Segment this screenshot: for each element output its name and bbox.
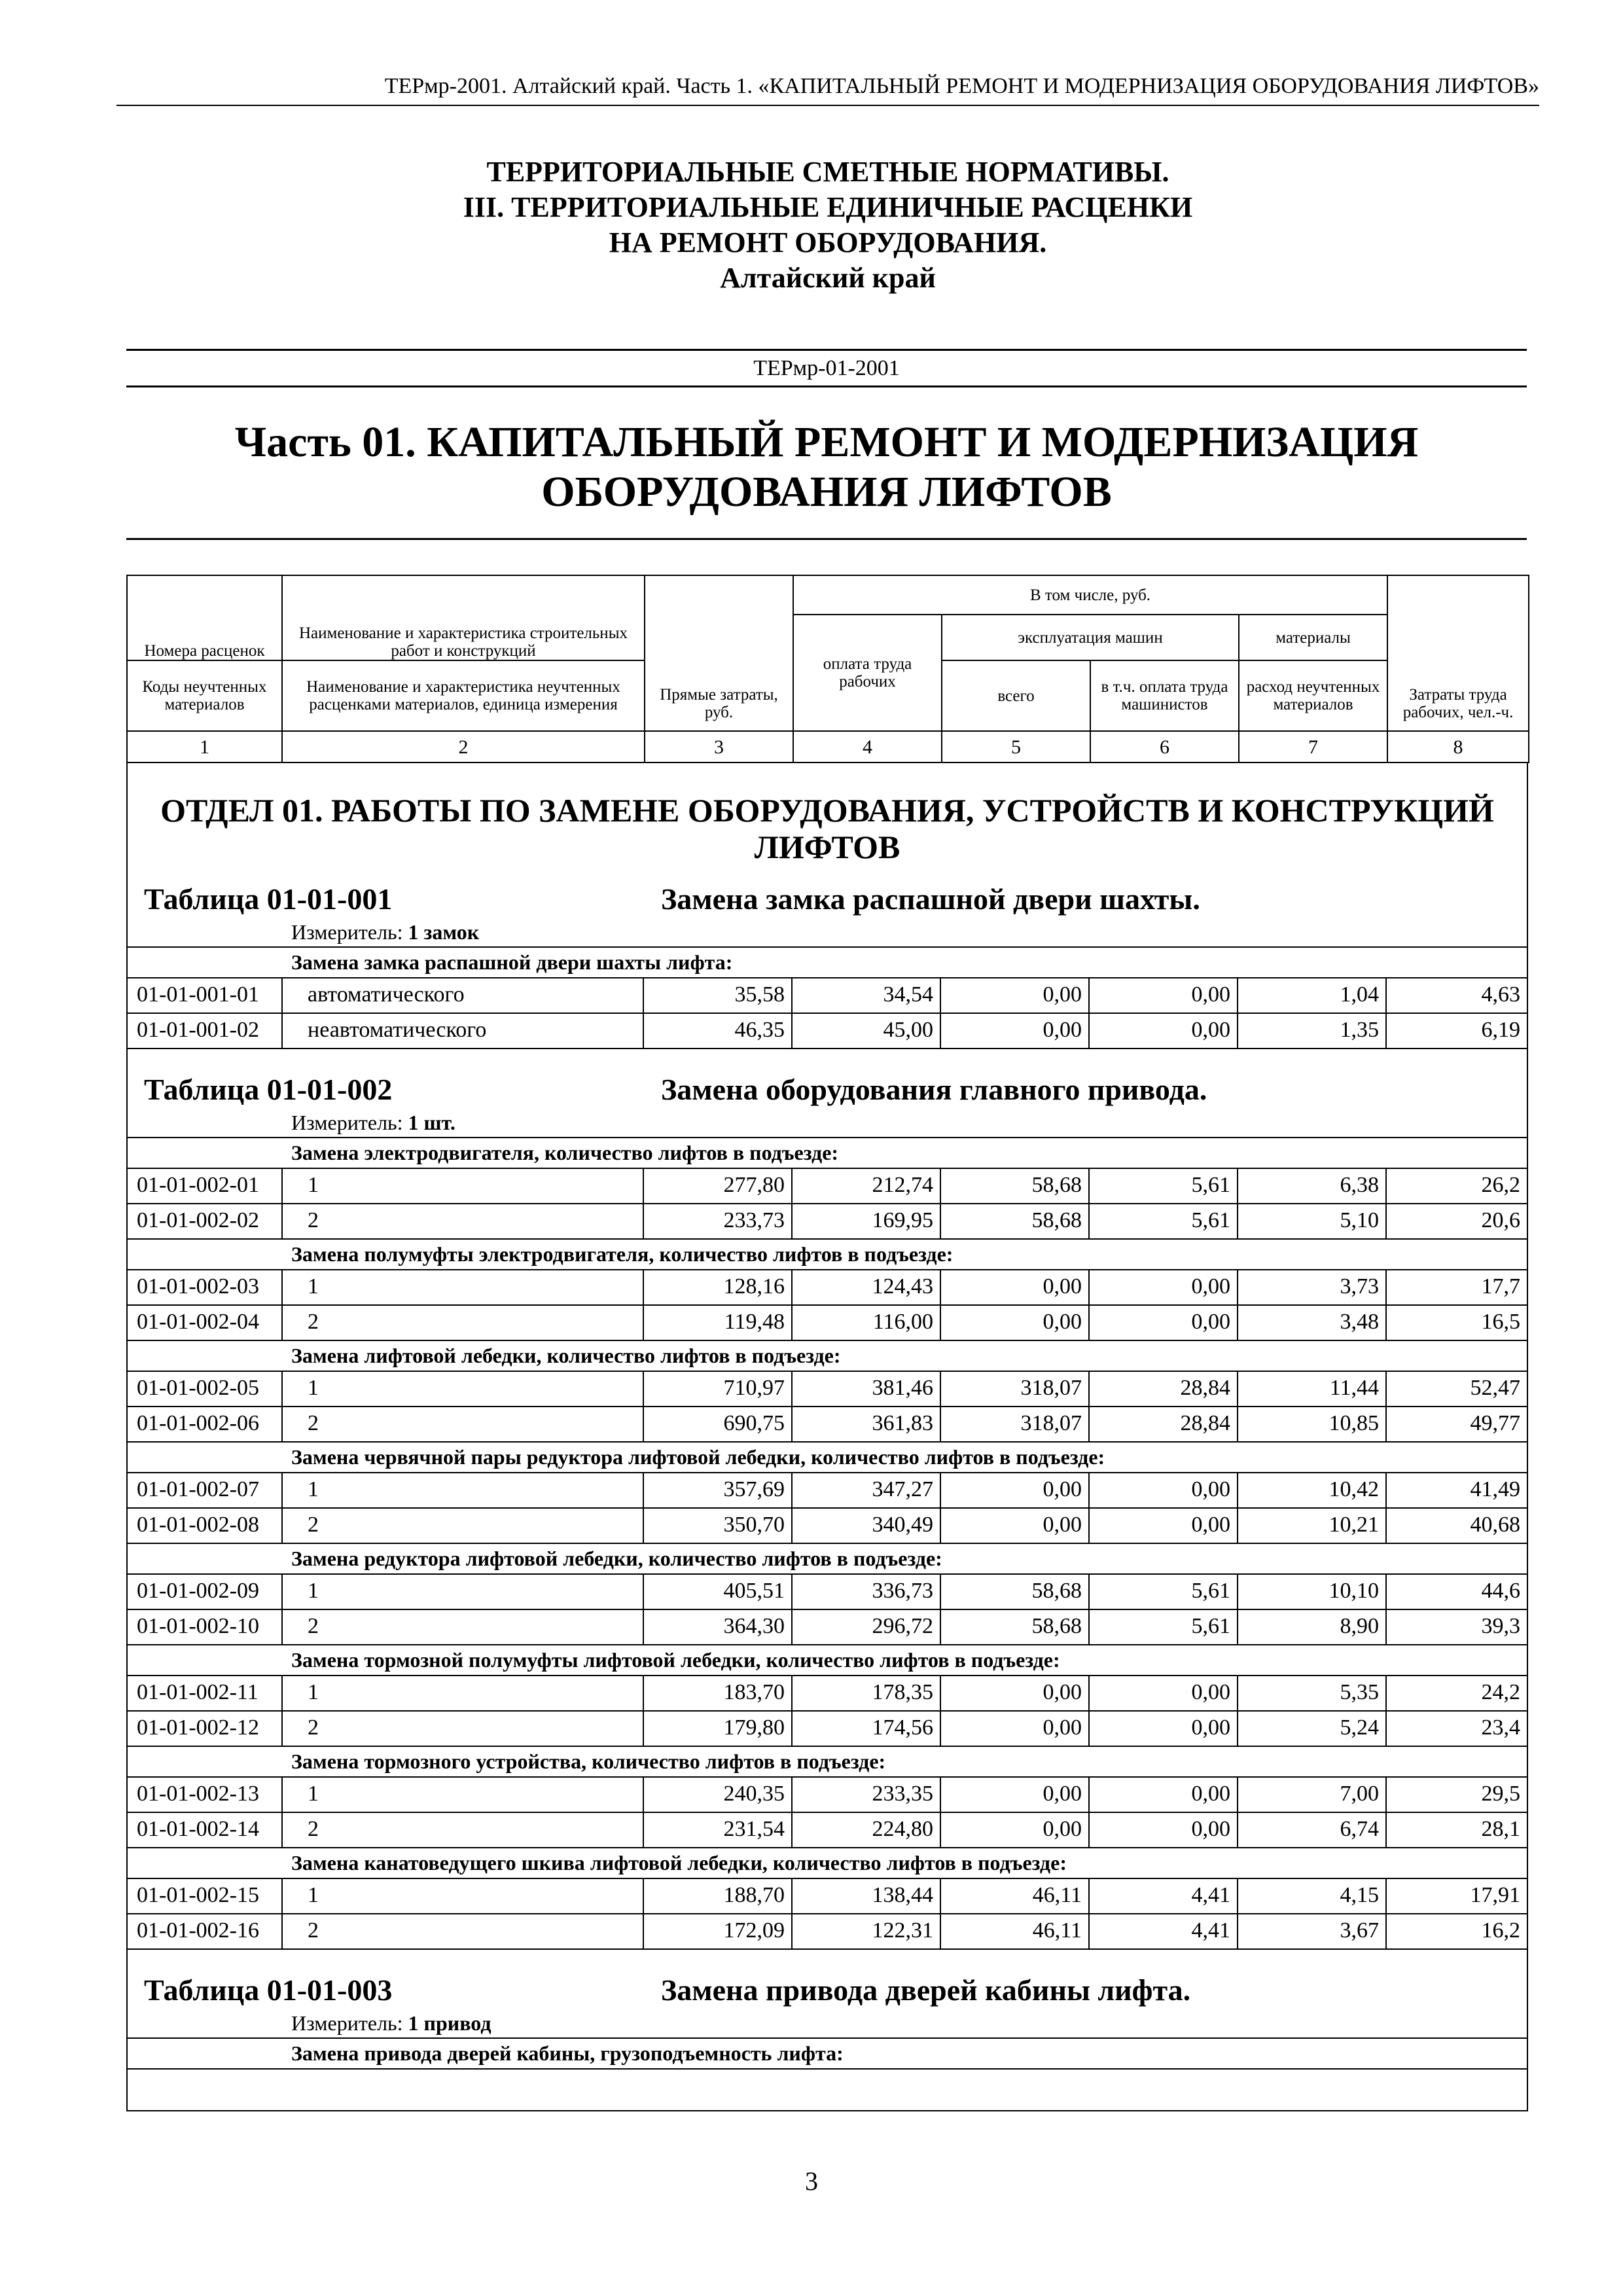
part-title [126,418,1527,517]
row-worker-wages: 169,95 [791,1204,940,1238]
row-code: 01-01-002-08 [137,1513,259,1537]
row-code: 01-01-002-01 [137,1173,259,1197]
row-worker-wages: 45,00 [791,1014,940,1048]
row-materials: 5,35 [1237,1676,1385,1710]
table-row [128,1306,1527,1341]
row-worker-wages: 122,31 [791,1914,940,1948]
rate-table [128,881,1527,1049]
column-number: 3 [645,731,793,762]
group-title: Замена канатоведущего шкива лифтовой лебедки, количество лифтов в подъезде: [128,1848,1527,1879]
row-code: 01-01-001-01 [137,982,259,1007]
measure-value: 1 шт. [408,1111,455,1134]
column-number: 1 [127,731,282,762]
header-material-name: Наименование и характеристика неучтенных расценками материалов, единица измерения [282,660,645,731]
row-code: 01-01-002-15 [137,1883,259,1907]
row-machines-total: 0,00 [940,1676,1088,1710]
table-row [128,1169,1527,1204]
row-labor-costs: 4,63 [1385,978,1527,1013]
table-heading [128,1972,1527,2009]
title-line: Алтайский край [720,262,936,294]
row-labor-costs: 26,2 [1385,1169,1527,1203]
row-machinist-wages: 0,00 [1088,1712,1237,1746]
row-materials: 8,90 [1237,1610,1385,1644]
measure-unit [128,2009,1527,2037]
column-number: 8 [1387,731,1529,762]
row-code: 01-01-002-04 [137,1310,259,1334]
row-worker-wages: 212,74 [791,1169,940,1203]
measure-unit [128,918,1527,946]
table-heading [128,881,1527,918]
row-direct-costs: 350,70 [643,1509,791,1543]
header-rate-numbers: Номера расценок [127,575,282,660]
row-name: 1 [281,1575,643,1609]
header-machine-operation: эксплуатация машин [942,615,1239,660]
row-machinist-wages: 5,61 [1088,1169,1237,1203]
row-labor-costs: 17,91 [1385,1879,1527,1913]
row-code: 01-01-002-11 [137,1680,259,1704]
row-worker-wages: 138,44 [791,1879,940,1913]
header-material-codes: Коды неучтенных материалов [127,660,282,731]
row-machines-total: 58,68 [940,1204,1088,1238]
part-title-line: Часть 01. КАПИТАЛЬНЫЙ РЕМОНТ И МОДЕРНИЗАЦИЯ [234,418,1419,466]
row-name: 2 [281,1204,643,1238]
row-materials: 3,48 [1237,1306,1385,1340]
row-materials: 4,15 [1237,1879,1385,1913]
row-direct-costs: 46,35 [643,1014,791,1048]
header-materials: материалы [1239,615,1387,660]
row-name: 2 [281,1610,643,1644]
header-including: В том числе, руб. [793,575,1387,615]
row-labor-costs: 52,47 [1385,1372,1527,1406]
row-materials: 11,44 [1237,1372,1385,1406]
row-materials: 10,10 [1237,1575,1385,1609]
table-title: Замена привода дверей кабины лифта. [661,1973,1191,2007]
header-labor-costs: Затраты труда рабочих, чел.-ч. [1387,575,1529,731]
column-number: 7 [1239,731,1387,762]
row-machines-total: 318,07 [940,1407,1088,1441]
row-machines-total: 0,00 [940,1813,1088,1847]
row-materials: 10,21 [1237,1509,1385,1543]
row-labor-costs: 29,5 [1385,1778,1527,1812]
row-worker-wages: 34,54 [791,978,940,1013]
row-machinist-wages: 28,84 [1088,1372,1237,1406]
row-machinist-wages: 0,00 [1088,1306,1237,1340]
measure-label: Измеритель: [291,2011,403,2035]
row-direct-costs: 277,80 [643,1169,791,1203]
row-name: 1 [281,1372,643,1406]
row-machines-total: 0,00 [940,1306,1088,1340]
row-labor-costs: 23,4 [1385,1712,1527,1746]
group-title: Замена привода дверей кабины, грузоподъемность лифта: [128,2039,1527,2070]
title-line: III. ТЕРРИТОРИАЛЬНЫЕ ЕДИНИЧНЫЕ РАСЦЕНКИ [463,191,1193,223]
row-direct-costs: 188,70 [643,1879,791,1913]
section-title: ОТДЕЛ 01. РАБОТЫ ПО ЗАМЕНЕ ОБОРУДОВАНИЯ, УСТРОЙСТВ И КОНСТРУКЦИЙ ЛИФТОВ [160,792,1494,865]
row-name: 2 [281,1712,643,1746]
table-row [128,1372,1527,1407]
row-machines-total: 58,68 [940,1169,1088,1203]
table-row [128,1676,1527,1712]
row-code: 01-01-002-02 [137,1208,259,1232]
row-machines-total: 0,00 [940,1778,1088,1812]
row-name: 2 [281,1914,643,1948]
row-name: автоматического [281,978,643,1013]
row-machinist-wages: 4,41 [1088,1914,1237,1948]
row-code: 01-01-002-13 [137,1782,259,1806]
row-machines-total: 0,00 [940,1509,1088,1543]
measure-value: 1 замок [408,920,480,944]
rates-table-header [126,575,1529,763]
row-machinist-wages: 0,00 [1088,1676,1237,1710]
row-labor-costs: 28,1 [1385,1813,1527,1847]
row-direct-costs: 690,75 [643,1407,791,1441]
row-worker-wages: 296,72 [791,1610,940,1644]
row-worker-wages: 233,35 [791,1778,940,1812]
row-machinist-wages: 5,61 [1088,1610,1237,1644]
document-code: ТЕРмр-01-2001 [753,356,900,380]
row-machinist-wages: 5,61 [1088,1204,1237,1238]
table-row [128,1204,1527,1240]
row-direct-costs: 119,48 [643,1306,791,1340]
row-machines-total: 0,00 [940,1014,1088,1048]
row-machines-total: 0,00 [940,1712,1088,1746]
column-number: 6 [1090,731,1239,762]
table-title: Замена замка распашной двери шахты. [661,882,1200,916]
row-name: 1 [281,1676,643,1710]
header-worker-wages: оплата труда рабочих [793,615,942,731]
row-code: 01-01-002-09 [137,1579,259,1603]
group-title: Замена полумуфты электродвигателя, количество лифтов в подъезде: [128,1240,1527,1270]
row-machines-total: 318,07 [940,1372,1088,1406]
row-code: 01-01-001-02 [137,1018,259,1042]
row-materials: 5,10 [1237,1204,1385,1238]
table-heading [128,1071,1527,1108]
table-row [128,1014,1527,1049]
rate-table [128,1071,1527,1950]
running-head: ТЕРмр-2001. Алтайский край. Часть 1. «КАПИТАЛЬНЫЙ РЕМОНТ И МОДЕРНИЗАЦИЯ ОБОРУДОВАНИЯ ЛИФТОВ» [384,74,1539,98]
row-machinist-wages: 0,00 [1088,1509,1237,1543]
row-worker-wages: 174,56 [791,1712,940,1746]
row-direct-costs: 357,69 [643,1473,791,1507]
title-block [116,154,1539,296]
title-line: ТЕРРИТОРИАЛЬНЫЕ СМЕТНЫЕ НОРМАТИВЫ. [486,156,1169,188]
table-row [128,1712,1527,1747]
table-row [128,978,1527,1014]
row-code: 01-01-002-14 [137,1817,259,1841]
group-title: Замена тормозной полумуфты лифтовой лебедки, количество лифтов в подъезде: [128,1645,1527,1676]
header-work-name: Наименование и характеристика строительных работ и конструкций [282,575,645,660]
row-name: 2 [281,1509,643,1543]
table-row [128,1407,1527,1443]
row-direct-costs: 240,35 [643,1778,791,1812]
row-worker-wages: 347,27 [791,1473,940,1507]
page-number: 3 [805,2166,818,2196]
row-code: 01-01-002-07 [137,1477,259,1501]
row-labor-costs: 40,68 [1385,1509,1527,1543]
row-materials: 6,38 [1237,1169,1385,1203]
row-worker-wages: 340,49 [791,1509,940,1543]
row-worker-wages: 116,00 [791,1306,940,1340]
table-row [128,1473,1527,1509]
row-machines-total: 0,00 [940,978,1088,1013]
column-number: 2 [282,731,645,762]
table-code: Таблица 01-01-003 [144,1973,393,2007]
row-materials: 1,04 [1237,978,1385,1013]
row-materials: 6,74 [1237,1813,1385,1847]
row-labor-costs: 39,3 [1385,1610,1527,1644]
column-number: 4 [793,731,942,762]
row-worker-wages: 178,35 [791,1676,940,1710]
row-machines-total: 0,00 [940,1473,1088,1507]
row-materials: 1,35 [1237,1014,1385,1048]
row-machinist-wages: 0,00 [1088,1778,1237,1812]
row-machines-total: 58,68 [940,1575,1088,1609]
row-code: 01-01-002-10 [137,1614,259,1638]
measure-label: Измеритель: [291,920,403,944]
row-machines-total: 58,68 [940,1610,1088,1644]
table-row [128,1813,1527,1848]
row-machinist-wages: 0,00 [1088,1270,1237,1304]
group-title: Замена тормозного устройства, количество лифтов в подъезде: [128,1747,1527,1778]
header-unaccounted-materials: расход неучтенных материалов [1239,660,1387,731]
table-row [128,1575,1527,1610]
row-direct-costs: 128,16 [643,1270,791,1304]
measure-label: Измеритель: [291,1111,403,1134]
row-labor-costs: 6,19 [1385,1014,1527,1048]
table-rows [128,946,1527,1049]
row-machines-total: 0,00 [940,1270,1088,1304]
table-row [128,1509,1527,1544]
row-materials: 3,67 [1237,1914,1385,1948]
row-name: неавтоматического [281,1014,643,1048]
row-direct-costs: 364,30 [643,1610,791,1644]
row-machines-total: 46,11 [940,1914,1088,1948]
row-labor-costs: 49,77 [1385,1407,1527,1441]
row-name: 2 [281,1407,643,1441]
row-direct-costs: 231,54 [643,1813,791,1847]
row-direct-costs: 233,73 [643,1204,791,1238]
row-materials: 10,85 [1237,1407,1385,1441]
row-worker-wages: 381,46 [791,1372,940,1406]
row-code: 01-01-002-03 [137,1274,259,1299]
row-labor-costs: 17,7 [1385,1270,1527,1304]
row-worker-wages: 361,83 [791,1407,940,1441]
table-code: Таблица 01-01-001 [144,882,393,916]
group-title: Замена замка распашной двери шахты лифта: [128,948,1527,978]
row-machinist-wages: 0,00 [1088,1473,1237,1507]
row-code: 01-01-002-06 [137,1411,259,1435]
row-labor-costs: 16,2 [1385,1914,1527,1948]
row-worker-wages: 336,73 [791,1575,940,1609]
rate-tables [128,881,1527,2070]
row-name: 1 [281,1879,643,1913]
running-head-rule [116,105,1539,106]
row-direct-costs: 183,70 [643,1676,791,1710]
title-line: НА РЕМОНТ ОБОРУДОВАНИЯ. [609,226,1047,259]
code-rule-top [126,349,1527,351]
row-name: 2 [281,1306,643,1340]
row-labor-costs: 16,5 [1385,1306,1527,1340]
row-materials: 7,00 [1237,1778,1385,1812]
rates-table-body [126,762,1528,2111]
code-rule-bottom [126,386,1527,387]
row-machinist-wages: 28,84 [1088,1407,1237,1441]
row-name: 1 [281,1270,643,1304]
row-direct-costs: 179,80 [643,1712,791,1746]
row-machinist-wages: 5,61 [1088,1575,1237,1609]
header-machinist-wages: в т.ч. оплата труда машинистов [1090,660,1239,731]
table-rows [128,1137,1527,1950]
rate-table [128,1972,1527,2070]
header-direct-costs: Прямые затраты, руб. [645,575,793,731]
table-title: Замена оборудования главного привода. [661,1073,1207,1106]
group-title: Замена червячной пары редуктора лифтовой лебедки, количество лифтов в подъезде: [128,1443,1527,1473]
row-machinist-wages: 0,00 [1088,1014,1237,1048]
group-title: Замена электродвигателя, количество лифтов в подъезде: [128,1138,1527,1169]
table-row [128,1879,1527,1914]
header-machines-total: всего [942,660,1090,731]
row-machinist-wages: 0,00 [1088,978,1237,1013]
row-labor-costs: 20,6 [1385,1204,1527,1238]
table-code: Таблица 01-01-002 [144,1073,393,1106]
row-worker-wages: 124,43 [791,1270,940,1304]
row-code: 01-01-002-05 [137,1376,259,1400]
measure-value: 1 привод [408,2011,491,2035]
row-machinist-wages: 0,00 [1088,1813,1237,1847]
table-row [128,1610,1527,1645]
row-materials: 3,73 [1237,1270,1385,1304]
group-title: Замена редуктора лифтовой лебедки, количество лифтов в подъезде: [128,1544,1527,1575]
row-labor-costs: 41,49 [1385,1473,1527,1507]
table-row [128,1914,1527,1950]
row-code: 01-01-002-12 [137,1715,259,1740]
column-number: 5 [942,731,1090,762]
table-row [128,1778,1527,1813]
row-direct-costs: 405,51 [643,1575,791,1609]
row-machinist-wages: 4,41 [1088,1879,1237,1913]
measure-unit [128,1108,1527,1137]
row-name: 1 [281,1169,643,1203]
row-direct-costs: 172,09 [643,1914,791,1948]
table-rows [128,2037,1527,2070]
row-materials: 5,24 [1237,1712,1385,1746]
row-labor-costs: 44,6 [1385,1575,1527,1609]
group-title: Замена лифтовой лебедки, количество лифтов в подъезде: [128,1341,1527,1372]
row-direct-costs: 35,58 [643,978,791,1013]
row-machines-total: 46,11 [940,1879,1088,1913]
row-name: 2 [281,1813,643,1847]
row-labor-costs: 24,2 [1385,1676,1527,1710]
row-code: 01-01-002-16 [137,1918,259,1943]
part-title-line: ОБОРУДОВАНИЯ ЛИФТОВ [541,468,1112,516]
row-name: 1 [281,1473,643,1507]
row-direct-costs: 710,97 [643,1372,791,1406]
table-row [128,1270,1527,1306]
row-name: 1 [281,1778,643,1812]
row-materials: 10,42 [1237,1473,1385,1507]
row-worker-wages: 224,80 [791,1813,940,1847]
part-title-rule [126,538,1527,540]
